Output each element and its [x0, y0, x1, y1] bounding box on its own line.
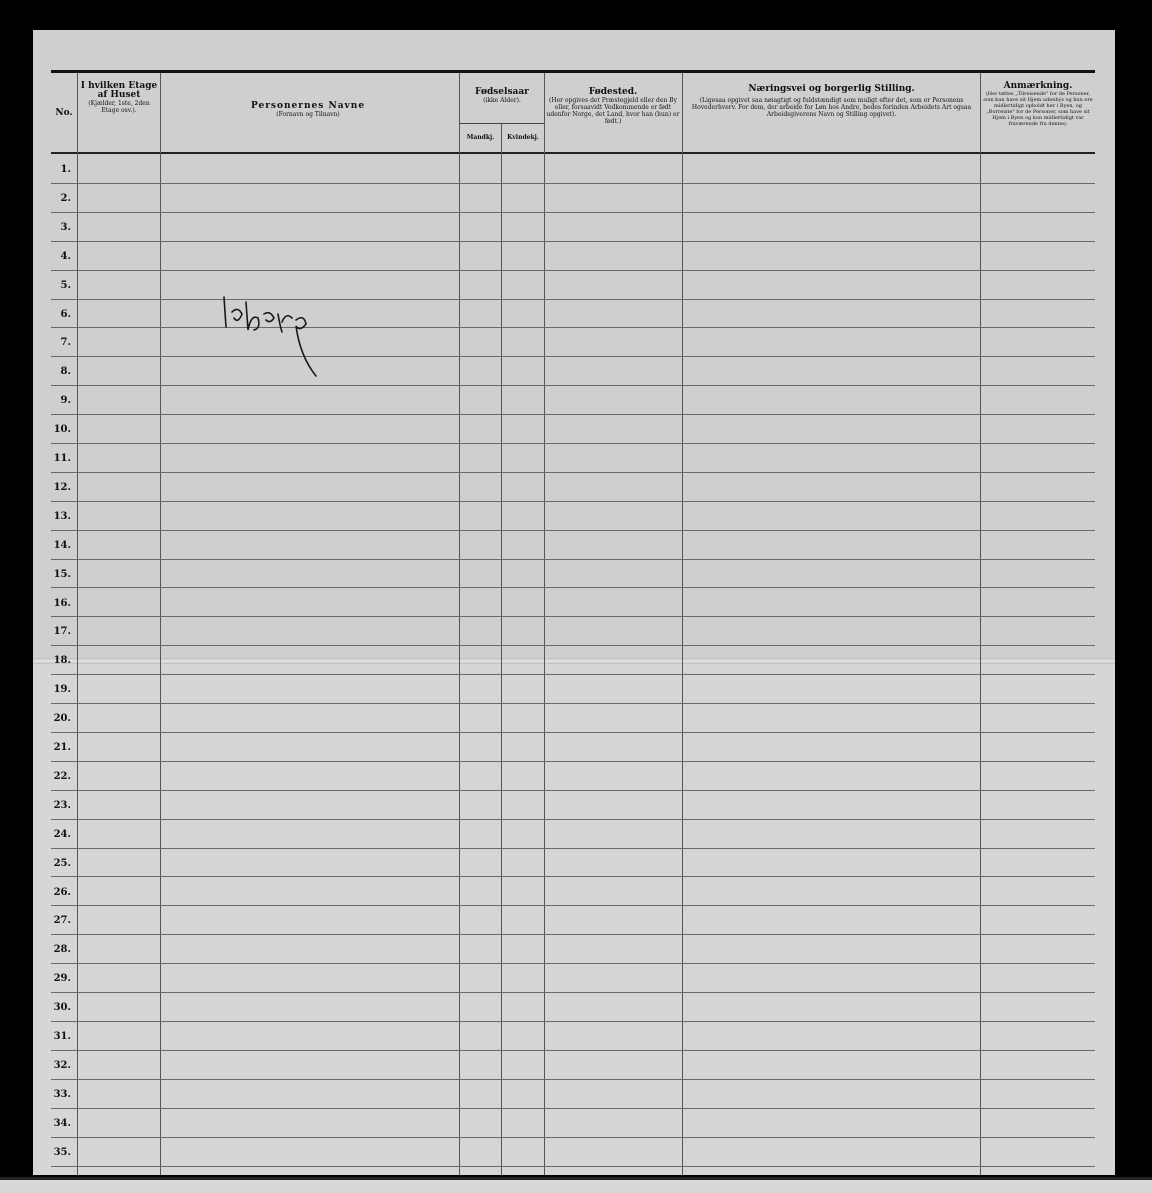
header-birthplace: Fødested. (Her opgives det Præstegjeld eller den By eller, forsaavidt Vedkommende er født udenfor Norge, det Land, hvor han (hun) er født.)	[546, 87, 680, 125]
row-number: 27.	[53, 915, 71, 926]
row-number: 5.	[60, 280, 71, 291]
row-line	[51, 501, 1095, 502]
row-line	[51, 212, 1095, 213]
row-line	[51, 703, 1095, 704]
row-line	[51, 616, 1095, 617]
row-number: 17.	[53, 626, 71, 637]
row-number: 33.	[53, 1089, 71, 1100]
row-line	[51, 1166, 1095, 1167]
column-divider	[544, 73, 545, 1175]
row-line	[51, 1079, 1095, 1080]
row-line	[51, 559, 1095, 560]
row-number: 10.	[53, 424, 71, 435]
row-line	[51, 1050, 1095, 1051]
row-number: 19.	[53, 684, 71, 695]
bottom-strip	[0, 1177, 1152, 1193]
row-number: 18.	[53, 655, 71, 666]
row-number: 35.	[53, 1147, 71, 1158]
row-number: 6.	[60, 309, 71, 320]
row-number: 23.	[53, 800, 71, 811]
row-number: 30.	[53, 1002, 71, 1013]
column-divider	[459, 73, 460, 1175]
row-number: 16.	[53, 598, 71, 609]
row-number: 8.	[60, 366, 71, 377]
row-number: 4.	[60, 251, 71, 262]
page-fold	[33, 658, 1115, 664]
row-number: 13.	[53, 511, 71, 522]
row-number: 7.	[60, 337, 71, 348]
row-line	[51, 645, 1095, 646]
row-number: 21.	[53, 742, 71, 753]
header-remarks: Anmærkning. (Her tøttes „Tilreisende" for de Personer, som kun have sit Hjem udenbys og kun ere midlertidigt opholdt her i Byen, og „Borreiste" for de Personer, som have sit Hjem i Byen og kun midlertidigt var fraværende fra denne).	[983, 81, 1093, 127]
row-line	[51, 443, 1095, 444]
row-line	[51, 963, 1095, 964]
row-number: 15.	[53, 569, 71, 580]
row-number: 9.	[60, 395, 71, 406]
row-number: 20.	[53, 713, 71, 724]
row-line	[51, 183, 1095, 184]
top-rule	[51, 70, 1095, 73]
row-number: 2.	[60, 193, 71, 204]
header-names: Personernes Navne (Fornavn og Tilnavn)	[250, 101, 366, 118]
row-line	[51, 876, 1095, 877]
row-line	[51, 761, 1095, 762]
row-line	[51, 299, 1095, 300]
row-number: 34.	[53, 1118, 71, 1129]
row-line	[51, 241, 1095, 242]
header-bottom-rule	[51, 152, 1095, 154]
row-line	[51, 934, 1095, 935]
column-divider	[501, 123, 502, 1175]
row-line	[51, 414, 1095, 415]
row-line	[51, 530, 1095, 531]
column-divider	[682, 73, 683, 1175]
row-line	[51, 1137, 1095, 1138]
row-line	[51, 992, 1095, 993]
row-number: 24.	[53, 829, 71, 840]
header-female: Kvindekj.	[507, 134, 539, 141]
column-divider	[77, 73, 78, 1175]
row-line	[51, 790, 1095, 791]
row-line	[51, 732, 1095, 733]
header-etage: I hvilken Etage af Huset (Kjælder, 1ste, 2den Etage osv.).	[80, 81, 158, 114]
header-occupation: Næringsvei og borgerlig Stilling. (Ligesaa opgivet saa nøiagtigt og fuldstændigt som muligt efter det, som er Personens Hovederhverv. For dem, der arbeide for Løn hos Andre, bedes forinden Arbeidets Art ogsaa Arbeidsgiverens Navn og Stilling opgivet).	[691, 84, 972, 118]
row-line	[51, 270, 1095, 271]
row-number: 3.	[60, 222, 71, 233]
row-number: 14.	[53, 540, 71, 551]
column-divider	[160, 73, 161, 1175]
handwritten-annotation	[218, 292, 328, 382]
row-line	[51, 472, 1095, 473]
row-number: 1.	[60, 164, 71, 175]
header-male: Mandkj.	[466, 134, 495, 141]
row-line	[51, 819, 1095, 820]
row-number: 26.	[53, 887, 71, 898]
row-number: 11.	[53, 453, 71, 464]
row-number: 12.	[53, 482, 71, 493]
row-number: 29.	[53, 973, 71, 984]
row-line	[51, 327, 1095, 328]
row-number: 25.	[53, 858, 71, 869]
row-number: 28.	[53, 944, 71, 955]
row-line	[51, 385, 1095, 386]
row-line	[51, 1108, 1095, 1109]
row-line	[51, 848, 1095, 849]
row-line	[51, 356, 1095, 357]
row-line	[51, 1021, 1095, 1022]
column-divider	[980, 73, 981, 1175]
row-line	[51, 587, 1095, 588]
lower-page-tint	[33, 664, 1115, 1175]
row-number: 22.	[53, 771, 71, 782]
row-line	[51, 674, 1095, 675]
row-line	[51, 905, 1095, 906]
census-sheet	[33, 30, 1115, 1175]
header-birthyear: Fødselsaar (ikke Alder).	[475, 87, 529, 104]
header-no: No.	[55, 108, 73, 118]
birthyear-sub-rule	[459, 123, 544, 124]
row-number: 31.	[53, 1031, 71, 1042]
row-number: 32.	[53, 1060, 71, 1071]
